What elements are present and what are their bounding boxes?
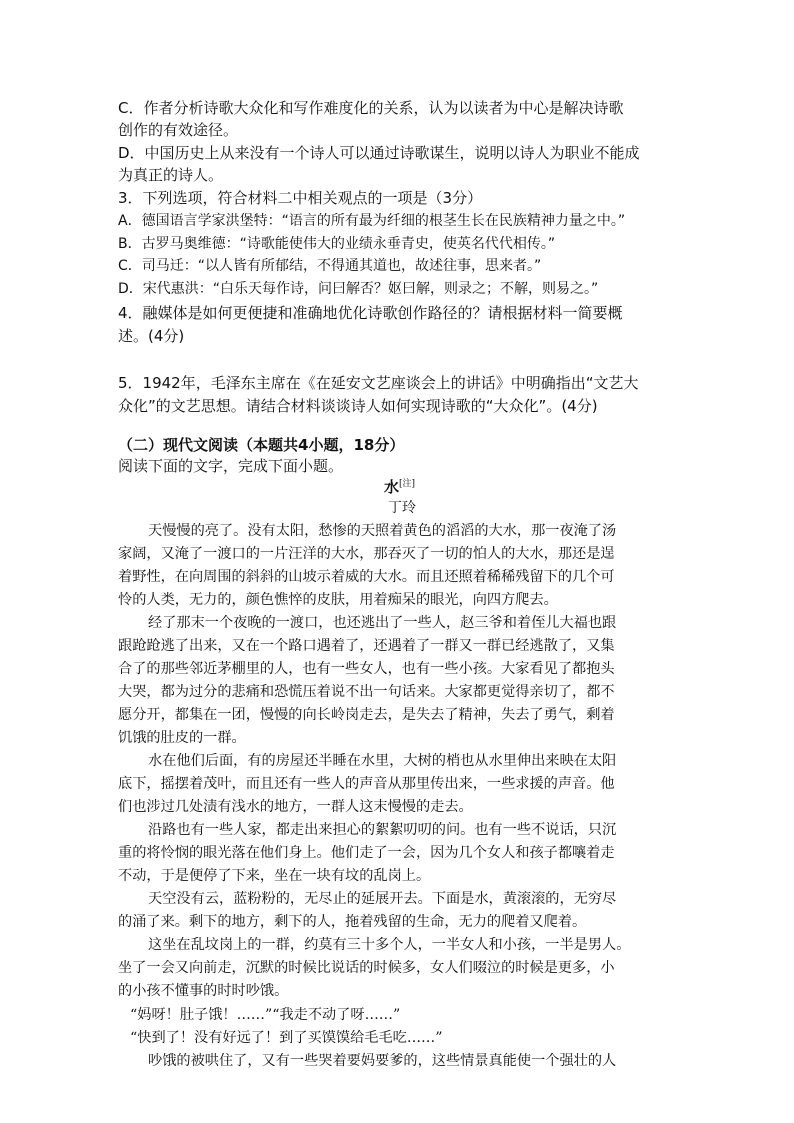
question-3-option-a: A．德国语言学家洪堡特：“语言的所有最为纤细的根茎生长在民族精神力量之中。” xyxy=(118,213,626,229)
story-line: 底下，摇摆着茂叶，而且还有一些人的声音从那里传出来，一些求援的声音。他 xyxy=(118,776,615,792)
story-line: 天慢慢的亮了。没有太阳，愁惨的天照着黄色的滔滔的大水，那一夜淹了汤 xyxy=(148,523,617,539)
story-line: 饥饿的肚皮的一群。 xyxy=(118,730,246,746)
option-d-line-1: D．中国历史上从来没有一个诗人可以通过诗歌谋生，说明以诗人为职业不能成 xyxy=(118,144,640,162)
story-line: 愿分开，都集在一团，慢慢的向长岭岗走去，是失去了精神，失去了勇气，剩着 xyxy=(118,707,615,723)
story-line: 不动，于是便停了下来，坐在一块有坟的乱岗上。 xyxy=(118,868,431,884)
story-title xyxy=(384,476,415,497)
story-title-text: 水 xyxy=(384,478,400,496)
question-4-line-1: 4．融媒体是如何更便捷和准确地优化诗歌创作路径的？请根据材料一简要概 xyxy=(118,304,623,322)
story-line: 重的将怜悯的眼光落在他们身上。他们走了一会，因为几个女人和孩子都嚷着走 xyxy=(118,845,615,861)
story-line: 沿路也有一些人家，都走出来担心的絮絮叨叨的问。也有一些不说话，只沉 xyxy=(148,822,617,838)
option-c-line-1: C．作者分析诗歌大众化和写作难度化的关系，认为以读者为中心是解决诗歌 xyxy=(118,99,624,117)
story-dialogue-line: “快到了！没有好远了！到了买馍馍给毛毛吃……” xyxy=(130,1030,443,1046)
story-line: 跟跄跄逃了出来，又在一个路口遇着了，还遇着了一群又一群已经逃散了，又集 xyxy=(118,638,615,654)
question-3-option-c: C．司马迁：“以人皆有所郁结，不得通其道也，故述往事，思来者。” xyxy=(118,258,542,274)
story-line: 的涌了来。剩下的地方，剩下的人，拖着残留的生命，无力的爬着又爬着。 xyxy=(118,914,587,930)
question-3-stem: 3．下列选项，符合材料二中相关观点的一项是（3分） xyxy=(118,189,483,207)
story-line: 怜的人类，无力的，颜色憔悴的皮肤，用着痴呆的眼光，向四方爬去。 xyxy=(118,592,558,608)
section-heading: （二）现代文阅读（本题共4小题，18分） xyxy=(118,436,405,454)
story-line: 这坐在乱坟岗上的一群，约莫有三十多个人，一半女人和小孩，一半是男人。 xyxy=(148,937,631,953)
story-line: 吵饿的被哄住了，又有一些哭着要妈要爹的，这些情景真能使一个强壮的人 xyxy=(148,1053,617,1069)
story-line: 水在他们后面，有的房屋还半睡在水里，大树的梢也从水里伸出来映在太阳 xyxy=(148,753,617,769)
option-d-line-2: 为真正的诗人。 xyxy=(118,166,224,184)
story-line: 的小孩不懂事的时时吵饿。 xyxy=(118,983,289,999)
question-4-line-2: 述。(4分) xyxy=(118,327,185,345)
story-dialogue-line: “妈呀！肚子饿！……”“我走不动了呀……” xyxy=(130,1007,401,1023)
story-title-note: [注] xyxy=(399,479,416,489)
story-line: 合了的那些邻近茅棚里的人，也有一些女人，也有一些小孩。大家看见了都抱头 xyxy=(118,661,615,677)
story-author: 丁玲 xyxy=(388,500,416,516)
question-5-line-1: 5．1942年，毛泽东主席在《在延安文艺座谈会上的讲话》中明确指出“文艺大 xyxy=(118,374,639,392)
story-line: 们也涉过几处渍有浅水的地方，一群人这末慢慢的走去。 xyxy=(118,799,473,815)
story-line: 天空没有云，蓝粉粉的，无尽止的延展开去。下面是水，黄滚滚的，无穷尽 xyxy=(148,891,617,907)
story-line: 大哭，都为过分的悲痛和恐慌压着说不出一句话来。大家都更觉得亲切了，都不 xyxy=(118,684,615,700)
option-c-line-2: 创作的有效途径。 xyxy=(118,121,239,139)
story-line: 家阔，又淹了一渡口的一片汪洋的大水，那吞灭了一切的怕人的大水，那还是逞 xyxy=(118,546,615,562)
story-line: 着野性，在向周围的斜斜的山坡示着威的大水。而且还照着稀稀残留下的几个可 xyxy=(118,569,615,585)
story-line: 经了那末一个夜晚的一渡口，也还逃出了一些人，赵三爷和着侄儿大福也跟 xyxy=(148,615,617,631)
question-3-option-d: D．宋代惠洪：“白乐天每作诗，问曰解否？妪曰解，则录之；不解，则易之。” xyxy=(118,281,599,297)
question-5-line-2: 众化”的文艺思想。请结合材料谈谈诗人如何实现诗歌的“大众化”。(4分) xyxy=(118,397,598,415)
question-3-option-b: B．古罗马奥维德：“诗歌能使伟大的业绩永垂青史，使英名代代相传。” xyxy=(118,236,556,252)
section-instruction: 阅读下面的文字，完成下面小题。 xyxy=(118,457,344,475)
story-line: 坐了一会又向前走，沉默的时候比说话的时候多，女人们啜泣的时候是更多，小 xyxy=(118,960,615,976)
